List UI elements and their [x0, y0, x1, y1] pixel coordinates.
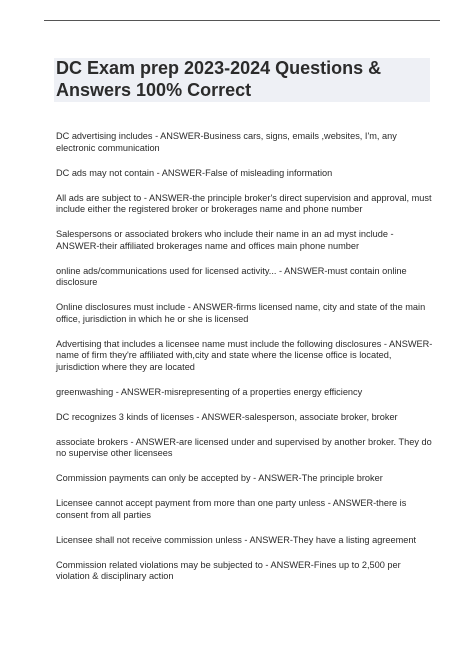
qa-item: Salespersons or associated brokers who include their name in an ad myst include - ANSWER-their affiliated brokerages name and offices main phone number	[56, 229, 394, 251]
qa-item: associate brokers - ANSWER-are licensed under and supervised by another broker. They do no supervise other licensees	[56, 436, 432, 458]
qa-item: DC advertising includes - ANSWER-Business cars, signs, emails ,websites, I'm, any electronic communication	[56, 131, 397, 153]
qa-item: Commission payments can only be accepted by - ANSWER-The principle broker	[56, 473, 383, 483]
title-line-1: DC Exam prep 2023-2024 Questions &	[56, 58, 382, 78]
qa-item: online ads/communications used for licensed activity... - ANSWER-must contain online disclosure	[56, 265, 407, 287]
qa-item: Licensee shall not receive commission unless - ANSWER-They have a listing agreement	[56, 534, 417, 545]
title-line-2: Answers 100% Correct	[56, 80, 252, 100]
document-title	[56, 57, 428, 101]
qa-item: Online disclosures must include - ANSWER-firms licensed name, city and state of the main office, jurisdiction in which he or she is licensed	[56, 302, 426, 324]
qa-item: Commission related violations may be subjected to - ANSWER-Fines up to 2,500 per violation & disciplinary action	[56, 559, 401, 581]
qa-list	[56, 131, 434, 596]
qa-item: Advertising that includes a licensee name must include the following disclosures - ANSWER-name of firm they're affiliated with,city and state where the license office is located, jurisdiction where they are located	[56, 338, 433, 372]
header-rule	[44, 20, 440, 21]
qa-item: DC recognizes 3 kinds of licenses - ANSWER-salesperson, associate broker, broker	[56, 411, 398, 422]
qa-item: All ads are subject to - ANSWER-the principle broker's direct supervision and approval, must include either the registered broker or brokerages name and phone number	[56, 192, 432, 214]
qa-item: greenwashing - ANSWER-misrepresenting of a properties energy efficiency	[56, 386, 363, 397]
qa-item: Licensee cannot accept payment from more than one party unless - ANSWER-there is consent from all parties	[56, 498, 407, 520]
qa-item: DC ads may not contain - ANSWER-False of misleading information	[56, 167, 333, 178]
